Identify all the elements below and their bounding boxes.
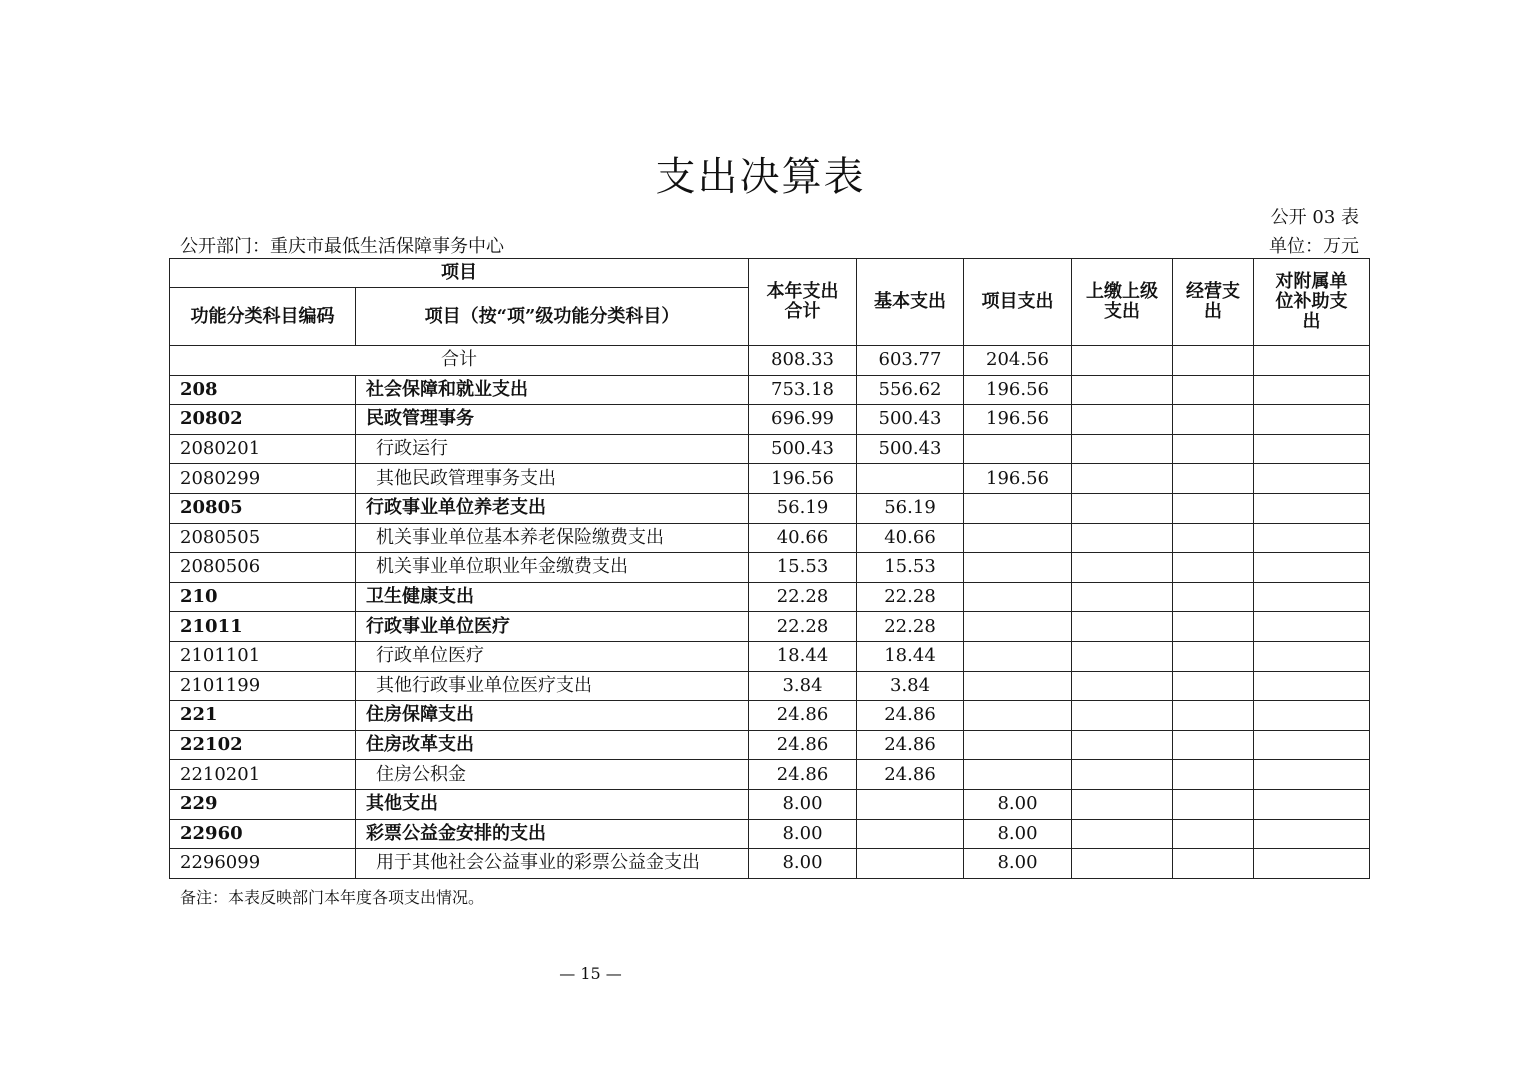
row-cell-project xyxy=(964,730,1072,760)
row-cell-remit xyxy=(1072,493,1173,523)
header-business xyxy=(1173,259,1254,346)
row-cell-project xyxy=(964,641,1072,671)
row-code: 21011 xyxy=(170,612,356,642)
row-cell-remit xyxy=(1072,819,1173,849)
header-remit-text: 上缴上级支出 xyxy=(1086,281,1158,322)
row-name: 其他行政事业单位医疗支出 xyxy=(356,671,749,701)
row-cell-remit xyxy=(1072,789,1173,819)
row-cell-project: 8.00 xyxy=(964,849,1072,879)
form-number: 公开 03 表 xyxy=(1270,207,1359,228)
row-cell-business xyxy=(1173,612,1254,642)
page-number: — 15 — xyxy=(559,964,622,983)
row-cell-remit xyxy=(1072,641,1173,671)
row-cell-total: 196.56 xyxy=(749,464,857,494)
row-cell-basic: 500.43 xyxy=(857,434,964,464)
row-cell-subsidy xyxy=(1254,434,1370,464)
row-cell-total: 15.53 xyxy=(749,553,857,583)
row-cell-basic: 18.44 xyxy=(857,641,964,671)
row-cell-business xyxy=(1173,375,1254,405)
row-cell-remit xyxy=(1072,849,1173,879)
row-cell-subsidy xyxy=(1254,671,1370,701)
row-cell-total: 696.99 xyxy=(749,405,857,435)
row-cell-subsidy xyxy=(1254,464,1370,494)
total-cell-remit xyxy=(1072,346,1173,376)
header-item-group: 项目 xyxy=(170,259,749,288)
row-cell-business xyxy=(1173,434,1254,464)
table-row xyxy=(170,464,1370,494)
row-code: 2101101 xyxy=(170,641,356,671)
row-cell-basic xyxy=(857,789,964,819)
row-cell-remit xyxy=(1072,582,1173,612)
row-code: 208 xyxy=(170,375,356,405)
row-cell-subsidy xyxy=(1254,819,1370,849)
header-code: 功能分类科目编码 xyxy=(170,288,356,346)
row-cell-basic: 22.28 xyxy=(857,582,964,612)
row-cell-remit xyxy=(1072,701,1173,731)
row-cell-project: 196.56 xyxy=(964,405,1072,435)
row-cell-total: 3.84 xyxy=(749,671,857,701)
total-cell-subsidy xyxy=(1254,346,1370,376)
table-row xyxy=(170,641,1370,671)
row-cell-total: 24.86 xyxy=(749,701,857,731)
row-cell-total: 56.19 xyxy=(749,493,857,523)
row-cell-project xyxy=(964,434,1072,464)
row-cell-business xyxy=(1173,493,1254,523)
row-code: 210 xyxy=(170,582,356,612)
row-cell-business xyxy=(1173,789,1254,819)
unit-label: 单位：万元 xyxy=(1269,236,1359,257)
row-cell-total: 500.43 xyxy=(749,434,857,464)
row-cell-business xyxy=(1173,819,1254,849)
row-name: 其他支出 xyxy=(356,789,749,819)
row-code: 221 xyxy=(170,701,356,731)
row-cell-remit xyxy=(1072,553,1173,583)
row-cell-remit xyxy=(1072,671,1173,701)
table-row xyxy=(170,701,1370,731)
row-name: 行政运行 xyxy=(356,434,749,464)
row-cell-total: 8.00 xyxy=(749,789,857,819)
total-row xyxy=(170,346,1370,376)
row-cell-subsidy xyxy=(1254,760,1370,790)
row-cell-total: 8.00 xyxy=(749,819,857,849)
row-name: 住房改革支出 xyxy=(356,730,749,760)
total-label: 合计 xyxy=(170,346,749,376)
row-cell-basic: 15.53 xyxy=(857,553,964,583)
header-total xyxy=(749,259,857,346)
row-cell-basic: 556.62 xyxy=(857,375,964,405)
header-basic: 基本支出 xyxy=(857,259,964,346)
row-cell-subsidy xyxy=(1254,849,1370,879)
table-row xyxy=(170,671,1370,701)
row-cell-subsidy xyxy=(1254,641,1370,671)
row-cell-basic: 24.86 xyxy=(857,730,964,760)
row-cell-remit xyxy=(1072,523,1173,553)
row-cell-project xyxy=(964,612,1072,642)
row-cell-subsidy xyxy=(1254,375,1370,405)
row-cell-total: 24.86 xyxy=(749,730,857,760)
row-cell-total: 22.28 xyxy=(749,612,857,642)
table-row xyxy=(170,493,1370,523)
row-code: 2080299 xyxy=(170,464,356,494)
total-cell-total: 808.33 xyxy=(749,346,857,376)
row-cell-subsidy xyxy=(1254,405,1370,435)
table-row xyxy=(170,849,1370,879)
table-row xyxy=(170,730,1370,760)
header-project: 项目支出 xyxy=(964,259,1072,346)
row-code: 2296099 xyxy=(170,849,356,879)
row-name: 住房公积金 xyxy=(356,760,749,790)
row-name: 民政管理事务 xyxy=(356,405,749,435)
total-cell-business xyxy=(1173,346,1254,376)
table-row xyxy=(170,760,1370,790)
row-cell-business xyxy=(1173,582,1254,612)
row-cell-subsidy xyxy=(1254,553,1370,583)
total-cell-basic: 603.77 xyxy=(857,346,964,376)
row-cell-remit xyxy=(1072,730,1173,760)
row-cell-basic xyxy=(857,464,964,494)
row-cell-subsidy xyxy=(1254,701,1370,731)
expenditure-table xyxy=(169,258,1370,879)
row-name: 机关事业单位基本养老保险缴费支出 xyxy=(356,523,749,553)
row-code: 22960 xyxy=(170,819,356,849)
row-name: 行政事业单位养老支出 xyxy=(356,493,749,523)
table-row xyxy=(170,405,1370,435)
row-cell-project: 8.00 xyxy=(964,789,1072,819)
row-cell-subsidy xyxy=(1254,493,1370,523)
row-cell-remit xyxy=(1072,405,1173,435)
header-subsidy-text: 对附属单位补助支出 xyxy=(1275,271,1348,332)
row-cell-project xyxy=(964,671,1072,701)
row-cell-project xyxy=(964,701,1072,731)
row-code: 20802 xyxy=(170,405,356,435)
row-cell-remit xyxy=(1072,760,1173,790)
row-cell-basic: 24.86 xyxy=(857,760,964,790)
row-cell-business xyxy=(1173,405,1254,435)
row-cell-business xyxy=(1173,464,1254,494)
row-cell-business xyxy=(1173,671,1254,701)
row-cell-remit xyxy=(1072,464,1173,494)
row-cell-business xyxy=(1173,523,1254,553)
row-cell-basic: 40.66 xyxy=(857,523,964,553)
row-name: 用于其他社会公益事业的彩票公益金支出 xyxy=(356,849,749,879)
header-business-text: 经营支出 xyxy=(1186,281,1240,322)
row-code: 2210201 xyxy=(170,760,356,790)
row-name: 彩票公益金安排的支出 xyxy=(356,819,749,849)
row-cell-business xyxy=(1173,849,1254,879)
table-row xyxy=(170,612,1370,642)
row-name: 卫生健康支出 xyxy=(356,582,749,612)
row-cell-total: 753.18 xyxy=(749,375,857,405)
row-cell-project: 8.00 xyxy=(964,819,1072,849)
row-cell-business xyxy=(1173,641,1254,671)
row-cell-total: 8.00 xyxy=(749,849,857,879)
row-code: 229 xyxy=(170,789,356,819)
row-cell-project xyxy=(964,582,1072,612)
row-cell-basic xyxy=(857,819,964,849)
row-cell-basic: 500.43 xyxy=(857,405,964,435)
table-note: 备注：本表反映部门本年度各项支出情况。 xyxy=(180,888,485,907)
row-cell-project xyxy=(964,553,1072,583)
row-code: 2080201 xyxy=(170,434,356,464)
row-cell-project xyxy=(964,760,1072,790)
table-row xyxy=(170,582,1370,612)
page-title: 支出决算表 xyxy=(655,154,866,200)
row-cell-subsidy xyxy=(1254,612,1370,642)
row-cell-remit xyxy=(1072,434,1173,464)
row-code: 2101199 xyxy=(170,671,356,701)
row-code: 22102 xyxy=(170,730,356,760)
row-code: 2080506 xyxy=(170,553,356,583)
department-label: 公开部门：重庆市最低生活保障事务中心 xyxy=(180,236,504,257)
row-cell-business xyxy=(1173,760,1254,790)
header-total-text: 本年支出合计 xyxy=(766,281,839,322)
row-cell-business xyxy=(1173,701,1254,731)
row-name: 行政单位医疗 xyxy=(356,641,749,671)
row-cell-business xyxy=(1173,553,1254,583)
row-cell-subsidy xyxy=(1254,523,1370,553)
header-subsidy xyxy=(1254,259,1370,346)
table-row xyxy=(170,789,1370,819)
row-cell-remit xyxy=(1072,612,1173,642)
row-cell-project: 196.56 xyxy=(964,464,1072,494)
row-name: 社会保障和就业支出 xyxy=(356,375,749,405)
row-cell-project: 196.56 xyxy=(964,375,1072,405)
row-cell-total: 40.66 xyxy=(749,523,857,553)
row-name: 其他民政管理事务支出 xyxy=(356,464,749,494)
row-cell-business xyxy=(1173,730,1254,760)
row-name: 行政事业单位医疗 xyxy=(356,612,749,642)
row-cell-basic: 56.19 xyxy=(857,493,964,523)
row-code: 2080505 xyxy=(170,523,356,553)
row-cell-total: 24.86 xyxy=(749,760,857,790)
row-code: 20805 xyxy=(170,493,356,523)
row-cell-project xyxy=(964,493,1072,523)
row-name: 机关事业单位职业年金缴费支出 xyxy=(356,553,749,583)
row-cell-basic: 22.28 xyxy=(857,612,964,642)
row-cell-basic: 24.86 xyxy=(857,701,964,731)
row-cell-total: 18.44 xyxy=(749,641,857,671)
row-cell-subsidy xyxy=(1254,582,1370,612)
total-cell-project: 204.56 xyxy=(964,346,1072,376)
row-cell-subsidy xyxy=(1254,789,1370,819)
row-cell-project xyxy=(964,523,1072,553)
row-name: 住房保障支出 xyxy=(356,701,749,731)
header-remit xyxy=(1072,259,1173,346)
table-row xyxy=(170,523,1370,553)
row-cell-basic xyxy=(857,849,964,879)
row-cell-basic: 3.84 xyxy=(857,671,964,701)
table-row xyxy=(170,819,1370,849)
table-row xyxy=(170,375,1370,405)
row-cell-total: 22.28 xyxy=(749,582,857,612)
row-cell-remit xyxy=(1072,375,1173,405)
table-row xyxy=(170,434,1370,464)
row-cell-subsidy xyxy=(1254,730,1370,760)
table-row xyxy=(170,553,1370,583)
header-name: 项目（按“项”级功能分类科目） xyxy=(356,288,749,346)
